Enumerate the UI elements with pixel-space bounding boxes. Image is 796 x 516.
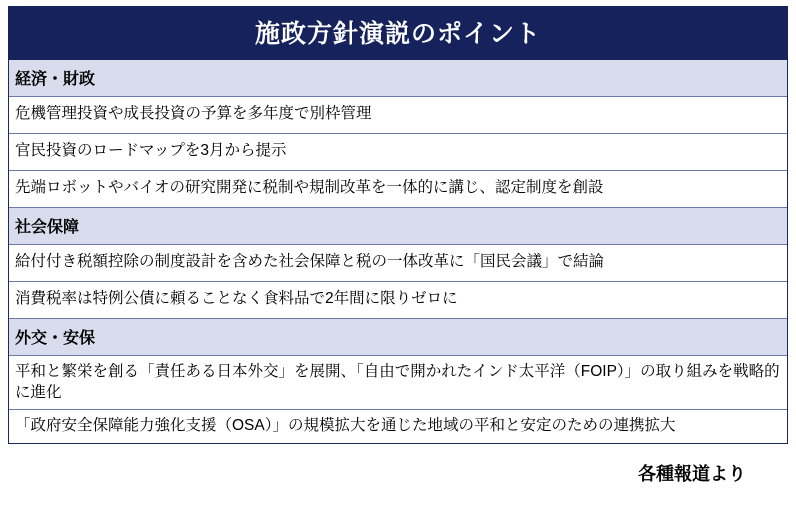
table-row: 給付付き税額控除の制度設計を含めた社会保障と税の一体改革に「国民会議」で結論 xyxy=(9,245,787,282)
section-heading-economy: 経済・財政 xyxy=(9,60,787,97)
table-row: 消費税率は特例公債に頼ることなく食料品で2年間に限りゼロに xyxy=(9,282,787,319)
table-row: 官民投資のロードマップを3月から提示 xyxy=(9,134,787,171)
table-row: 先端ロボットやバイオの研究開発に税制や規制改革を一体的に講じ、認定制度を創設 xyxy=(9,171,787,208)
section-heading-social-security: 社会保障 xyxy=(9,208,787,245)
page-title: 施政方針演説のポイント xyxy=(8,6,788,60)
table-row: 「政府安全保障能力強化支援（OSA）」の規模拡大を通じた地域の平和と安定のための連携拡大 xyxy=(15,417,676,435)
section-heading-diplomacy-security: 外交・安保 xyxy=(9,319,787,356)
table-row: 平和と繁栄を創る「責任ある日本外交」を展開、「自由で開かれたインド太平洋（FOIP）」の取り組みを戦略的に進化 xyxy=(9,356,787,411)
source-note: 各種報道より xyxy=(638,464,746,485)
table-row: 危機管理投資や成長投資の予算を多年度で別枠管理 xyxy=(9,97,787,134)
points-table xyxy=(8,60,788,444)
